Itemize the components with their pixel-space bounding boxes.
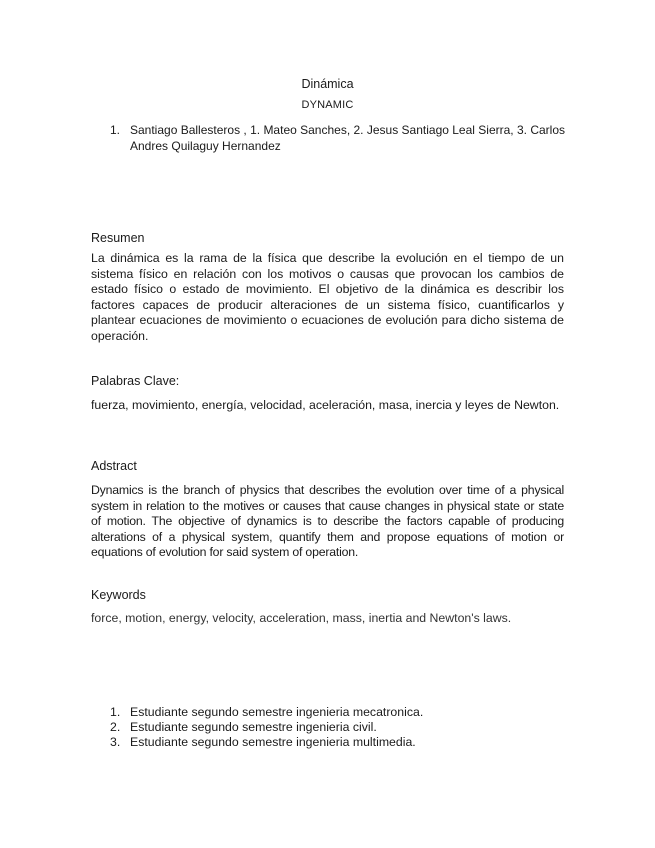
keywords-heading: Keywords (91, 588, 146, 602)
resumen-heading: Resumen (91, 231, 145, 245)
author-list-number: 1. (110, 123, 121, 137)
footnote-text: Estudiante segundo semestre ingenieria mecatronica. (130, 705, 424, 719)
palabras-clave-body: fuerza, movimiento, energía, velocidad, aceleración, masa, inercia y leyes de Newton. (91, 398, 560, 412)
footnote-text: Estudiante segundo semestre ingenieria multimedia. (130, 735, 416, 749)
footnote-item (110, 720, 570, 735)
keywords-body: force, motion, energy, velocity, acceleration, mass, inertia and Newton's laws. (91, 611, 512, 625)
adstract-body: Dynamics is the branch of physics that describes the evolution over time of a physical system in relation to the motives or causes that cause changes in physical state or state of motion. The objective of dynamics is to describe the factors capable of producing alterations of a physical system, quantify them and propose equations of motion or equations of evolution for said system of operation. (91, 483, 564, 560)
footnote-item (110, 705, 570, 720)
author-list-text: Santiago Ballesteros , 1. Mateo Sanches, 2. Jesus Santiago Leal Sierra, 3. Carlos Andres Quilaguy Hernandez (130, 123, 565, 153)
footnote-number: 3. (110, 735, 121, 749)
footnote-item (110, 735, 570, 750)
adstract-heading: Adstract (91, 459, 137, 473)
page-title: Dinámica (301, 77, 354, 91)
footnote-number: 2. (110, 720, 121, 734)
palabras-clave-heading: Palabras Clave: (91, 374, 180, 388)
author-list (110, 122, 565, 154)
page-subtitle: DYNAMIC (301, 99, 354, 111)
resumen-body: La dinámica es la rama de la física que describe la evolución en el tiempo de un sistema físico en relación con los motivos o causas que provocan los cambios de estado físico o estado de movimiento. El objetivo de la dinámica es describir los factores capaces de producir alteraciones de un sistema físico, cuantificarlos y plantear ecuaciones de movimiento o ecuaciones de evolución para dicho sistema de operación. (91, 251, 564, 343)
footnote-list (110, 705, 570, 750)
footnote-text: Estudiante segundo semestre ingenieria civil. (130, 720, 377, 734)
footnote-number: 1. (110, 705, 121, 719)
